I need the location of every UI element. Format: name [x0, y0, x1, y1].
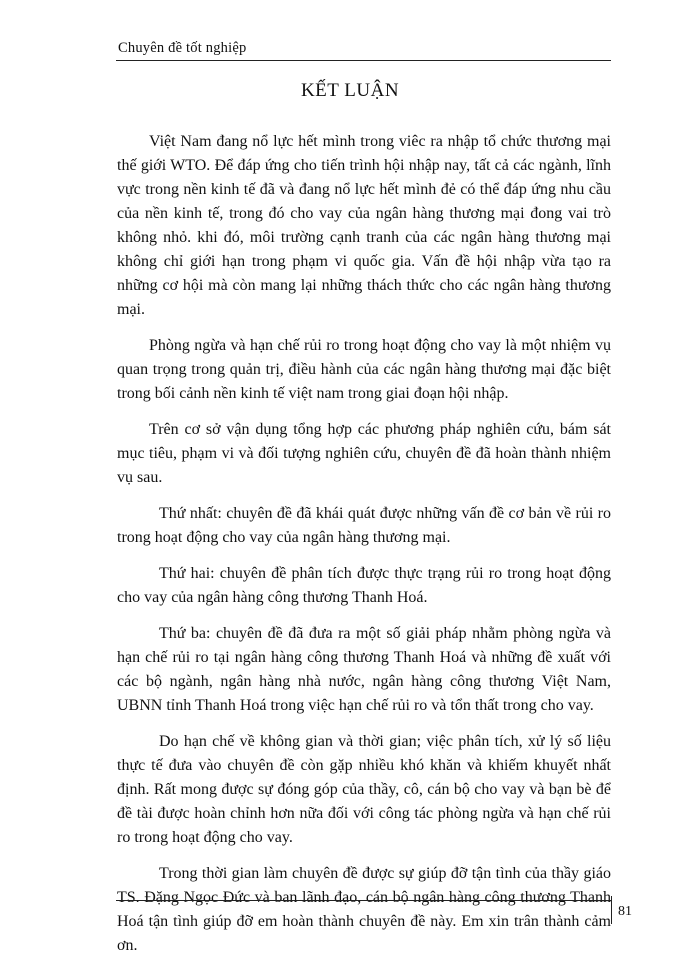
paragraph-second-result: Thứ hai: chuyên đề phân tích được thực trạng rủi ro trong hoạt động cho vay của ngân hàng công thương Thanh Hoá. — [117, 565, 611, 606]
page-header: Chuyên đề tốt nghiệp — [118, 40, 247, 56]
footer-divider — [116, 900, 611, 901]
page-number: 81 — [618, 904, 632, 919]
paragraph-intro: Việt Nam đang nổ lực hết mình trong viêc ra nhập tổ chức thương mại thế giới WTO. Để đáp ứng cho tiến trình hội nhập nay, tất cả các ngành, lĩnh vực trong nền kinh tế đã và đang nổ lực hết mình đẻ có thể đáp ứng nhu cầu của nền kinh tế, trong đó cho vay của ngân hàng thương mại đong vai trò không nhỏ. khi đó, môi trường cạnh tranh của các ngân hàng thương mại không chỉ giới hạn trong phạm vi quốc gia. Vấn đề hội nhập vừa tạo ra những cơ hội mà còn mang lại những thách thức cho các ngân hàng thương mại. — [117, 133, 611, 318]
document-body — [117, 130, 611, 970]
paragraph-importance: Phòng ngừa và hạn chế rủi ro trong hoạt động cho vay là một nhiệm vụ quan trọng trong quản trị, điều hành của các ngân hàng thương mại đặc biệt trong bối cảnh nền kinh tế việt nam trong giai đoạn hội nhập. — [117, 337, 611, 402]
page-number-frame — [611, 896, 612, 924]
paragraph-limitations: Do hạn chế về không gian và thời gian; việc phân tích, xử lý số liệu thực tế đưa vào chuyên đề còn gặp nhiều khó khăn và khiếm khuyết nhất định. Rất mong được sự đóng góp của thầy, cô, cán bộ cho vay và bạn bè để đề tài được hoàn chỉnh hơn nữa đối với công tác phòng ngừa và hạn chế rủi ro trong hoạt động cho vay. — [117, 733, 611, 846]
paragraph-methods: Trên cơ sở vận dụng tổng hợp các phương pháp nghiên cứu, bám sát mục tiêu, phạm vi và đối tượng nghiên cứu, chuyên đề đã hoàn thành nhiệm vụ sau. — [117, 421, 611, 486]
page-title: KẾT LUẬN — [300, 80, 400, 101]
paragraph-acknowledgement: Trong thời gian làm chuyên đề được sự giúp đỡ tận tình của thầy giáo TS. Đặng Ngọc Đức và ban lãnh đạo, cán bộ ngân hàng công thương Thanh Hoá tận tình giúp đỡ em hoàn thành chuyên đề này. Em xin trân thành cảm ơn. — [117, 865, 611, 954]
header-divider — [116, 60, 611, 61]
paragraph-first-result: Thứ nhất: chuyên đề đã khái quát được những vấn đề cơ bản về rủi ro trong hoạt động cho vay của ngân hàng thương mại. — [117, 505, 611, 546]
paragraph-third-result: Thứ ba: chuyên đề đã đưa ra một số giải pháp nhằm phòng ngừa và hạn chế rủi ro tại ngân hàng công thương Thanh Hoá và những đề xuất với các bộ ngành, ngân hàng nhà nước, ngân hàng công thương Việt Nam, UBNN tỉnh Thanh Hoá trong việc hạn chế rủi ro và tổn thất trong cho vay. — [117, 625, 611, 714]
